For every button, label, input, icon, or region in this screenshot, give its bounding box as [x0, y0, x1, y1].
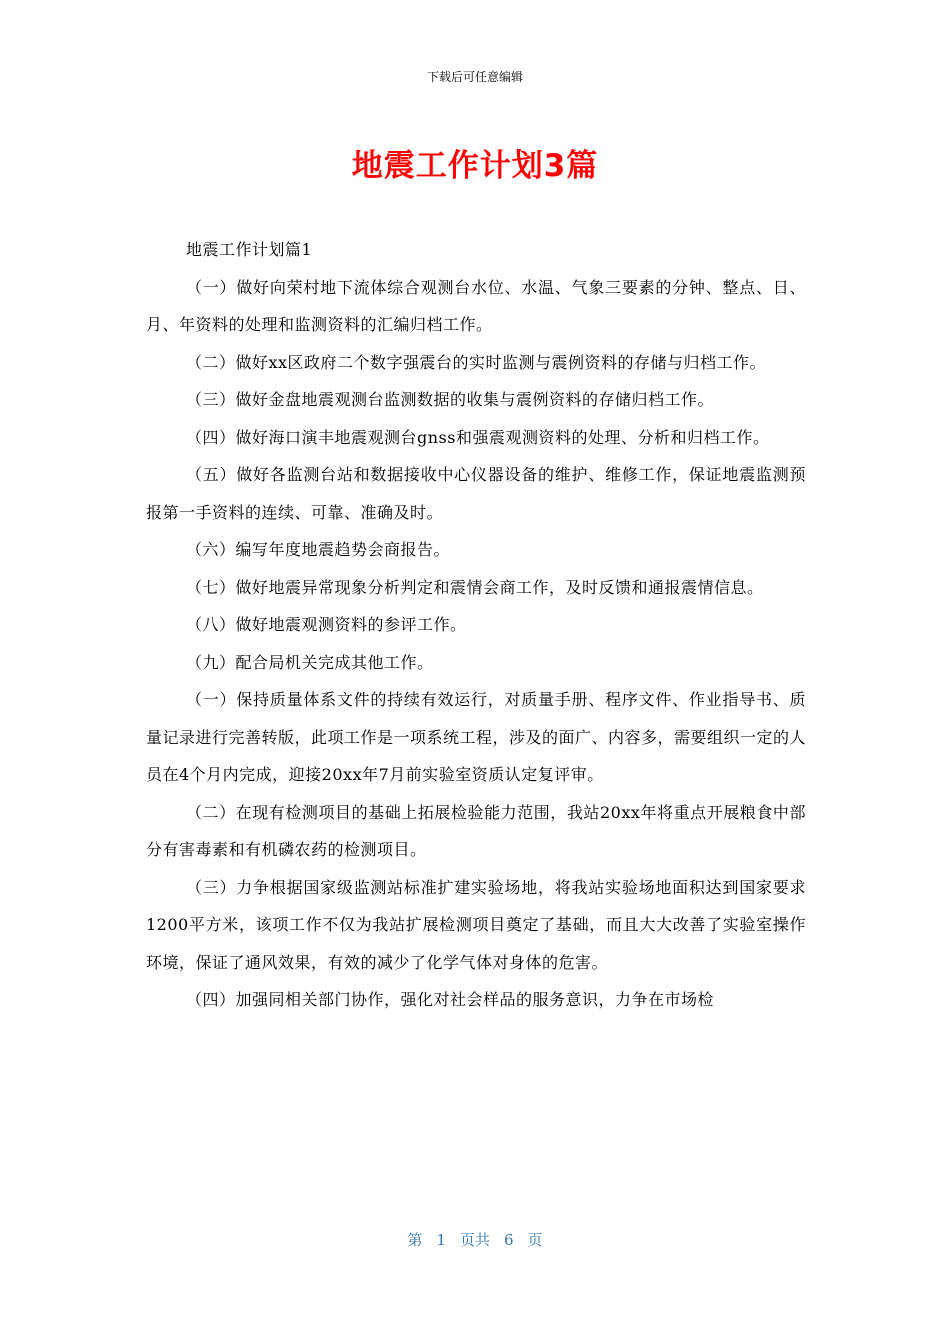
paragraph: （九）配合局机关完成其他工作。: [186, 652, 434, 672]
header-note: 下载后可任意编辑: [426, 70, 523, 84]
footer-page-number: 1: [436, 1231, 446, 1249]
section-heading: 地震工作计划篇1: [186, 240, 313, 259]
paragraph: （七）做好地震异常现象分析判定和震情会商工作，及时反馈和通报震情信息。: [186, 577, 764, 597]
paragraph: （三）力争根据国家级监测站标准扩建实验场地，将我站实验场地面积达到国家要求1200平方米，该项工作不仅为我站扩展检测项目奠定了基础，而且大大改善了实验室操作环境，保证了通风效果，有效的减少了化学气体对身体的危害。: [146, 877, 806, 972]
document-body: [146, 231, 806, 1019]
paragraph: （三）做好金盘地震观测台监测数据的收集与震例资料的存储归档工作。: [186, 390, 715, 409]
paragraph: （一）保持质量体系文件的持续有效运行，对质量手册、程序文件、作业指导书、质量记录进行完善转版，此项工作是一项系统工程，涉及的面广、内容多，需要组织一定的人员在4个月内完成，迎接20xx年7月前实验室资质认定复评审。: [146, 690, 807, 784]
page-footer: [0, 1229, 950, 1250]
footer-prefix: 第: [407, 1231, 423, 1249]
footer-middle: 页共: [459, 1231, 490, 1249]
paragraph: （二）在现有检测项目的基础上拓展检验能力范围，我站20xx年将重点开展粮食中部分有害毒素和有机磷农药的检测项目。: [146, 802, 806, 859]
paragraph: （四）加强同相关部门协作，强化对社会样品的服务意识，力争在市场检: [186, 990, 715, 1009]
footer-suffix: 页: [527, 1231, 543, 1249]
paragraph: （六）编写年度地震趋势会商报告。: [186, 540, 451, 559]
paragraph: （二）做好xx区政府二个数字强震台的实时监测与震例资料的存储与归档工作。: [186, 352, 767, 372]
paragraph: （五）做好各监测台站和数据接收中心仪器设备的维护、维修工作，保证地震监测预报第一手资料的连续、可靠、准确及时。: [146, 465, 806, 522]
paragraph: （八）做好地震观测资料的参评工作。: [186, 615, 467, 634]
document-title: 地震工作计划3篇: [351, 148, 599, 184]
paragraph: （一）做好向荣村地下流体综合观测台水位、水温、气象三要素的分钟、整点、日、月、年资料的处理和监测资料的汇编归档工作。: [146, 277, 806, 334]
paragraph: （四）做好海口演丰地震观测台gnss和强震观测资料的处理、分析和归档工作。: [186, 427, 770, 447]
footer-total-pages: 6: [504, 1231, 514, 1249]
